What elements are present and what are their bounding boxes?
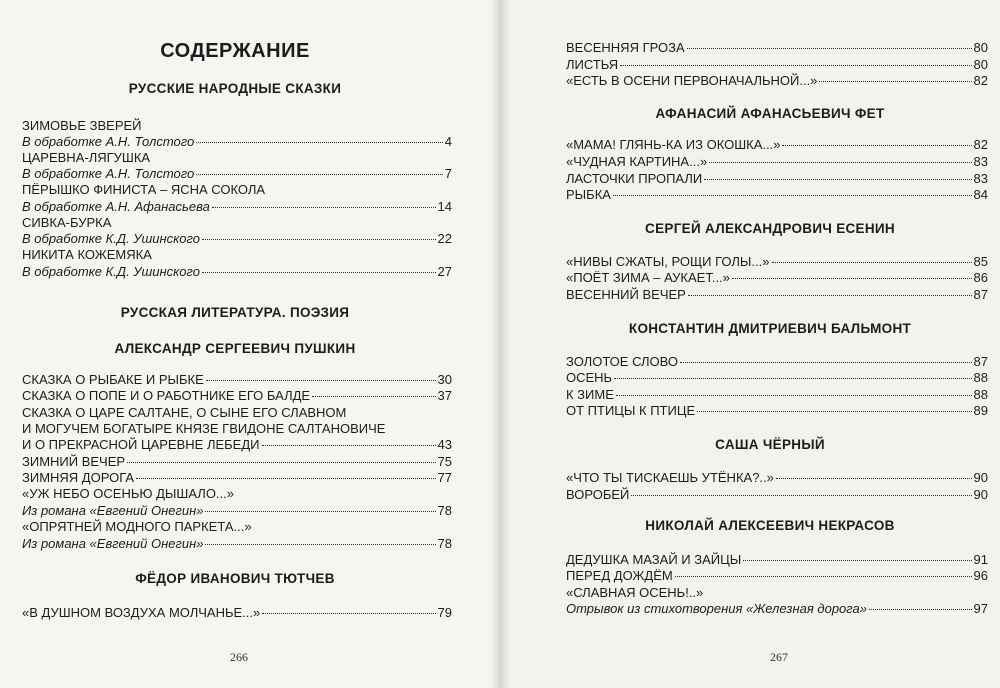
- dot-leader: [743, 560, 971, 561]
- dot-leader: [709, 162, 971, 163]
- dot-leader: [782, 145, 971, 146]
- entry-title: ЛИСТЬЯ: [566, 57, 619, 72]
- toc-entry-sub: [566, 601, 988, 617]
- dot-leader: [631, 495, 971, 496]
- section-heading-poetry: РУССКАЯ ЛИТЕРАТУРА. ПОЭЗИЯ: [120, 305, 350, 320]
- page-ref: 91: [973, 552, 988, 567]
- entry-subtitle: Отрывок из стихотворения «Железная дорога»: [566, 601, 868, 616]
- toc-entry-title: «СЛАВНАЯ ОСЕНЬ!..»: [566, 585, 704, 600]
- toc-entry: [566, 137, 988, 153]
- entry-title-line: СКАЗКА О ЦАРЕ САЛТАНЕ, О СЫНЕ ЕГО СЛАВНОМ: [22, 405, 347, 420]
- dot-leader: [312, 396, 435, 397]
- toc-entry-title: ЗИМОВЬЕ ЗВЕРЕЙ: [22, 118, 142, 133]
- page-title: СОДЕРЖАНИЕ: [160, 40, 310, 62]
- toc-entry: [566, 270, 988, 286]
- page-ref: 78: [437, 536, 452, 551]
- toc-entry-title: ЦАРЕВНА-ЛЯГУШКА: [22, 150, 151, 165]
- toc-entry: [566, 187, 988, 203]
- toc-entry: [566, 154, 988, 170]
- toc-entry: [22, 372, 452, 388]
- page-ref: 87: [973, 287, 988, 302]
- page-ref: 90: [973, 487, 988, 502]
- page-number: 267: [770, 650, 788, 664]
- page-ref: 80: [973, 40, 988, 55]
- page-ref: 82: [973, 73, 988, 88]
- dot-leader: [776, 478, 972, 479]
- entry-title: «ЕСТЬ В ОСЕНИ ПЕРВОНАЧАЛЬНОЙ...»: [566, 73, 818, 88]
- toc-entry: [22, 605, 452, 621]
- dot-leader: [212, 207, 436, 208]
- entry-title-line: И МОГУЧЕМ БОГАТЫРЕ КНЯЗЕ ГВИДОНЕ САЛТАНОВИЧЕ: [22, 421, 386, 436]
- page-ref: 79: [437, 605, 452, 620]
- page-ref: 83: [973, 171, 988, 186]
- toc-entry-title: «ОПРЯТНЕЙ МОДНОГО ПАРКЕТА...»: [22, 519, 252, 534]
- toc-entry: [566, 487, 988, 503]
- entry-title: «МАМА! ГЛЯНЬ-КА ИЗ ОКОШКА...»: [566, 137, 781, 152]
- entry-title: «ЧТО ТЫ ТИСКАЕШЬ УТЁНКА?..»: [566, 470, 774, 485]
- entry-title: ВЕСЕННИЙ ВЕЧЕР: [566, 287, 686, 302]
- page-ref: 22: [437, 231, 452, 246]
- dot-leader: [202, 272, 436, 273]
- toc-entry: [566, 387, 988, 403]
- dot-leader: [196, 174, 443, 175]
- page-ref: 85: [973, 254, 988, 269]
- right-page: [500, 0, 1000, 688]
- entry-title: ВЕСЕННЯЯ ГРОЗА: [566, 40, 685, 55]
- page-ref: 43: [437, 437, 452, 452]
- dot-leader: [688, 295, 972, 296]
- dot-leader: [205, 511, 435, 512]
- dot-leader: [262, 613, 435, 614]
- dot-leader: [205, 544, 435, 545]
- author-heading: САША ЧЁРНЫЙ: [715, 437, 825, 452]
- author-heading: АФАНАСИЙ АФАНАСЬЕВИЧ ФЕТ: [655, 106, 885, 121]
- page-ref: 90: [973, 470, 988, 485]
- entry-title: ЗИМНЯЯ ДОРОГА: [22, 470, 135, 485]
- toc-entry: [566, 470, 988, 486]
- toc-entry: [566, 568, 988, 584]
- page-ref: 30: [437, 372, 452, 387]
- page-ref: 14: [437, 199, 452, 214]
- entry-subtitle: Из романа «Евгений Онегин»: [22, 536, 204, 551]
- entry-title: ЗОЛОТОЕ СЛОВО: [566, 354, 679, 369]
- toc-entry-sub: [22, 264, 452, 280]
- toc-entry: [22, 388, 452, 404]
- page-ref: 96: [973, 568, 988, 583]
- author-heading: СЕРГЕЙ АЛЕКСАНДРОВИЧ ЕСЕНИН: [645, 221, 895, 236]
- toc-entry: [566, 171, 988, 187]
- toc-entry: [22, 454, 452, 470]
- entry-title: «ЧУДНАЯ КАРТИНА...»: [566, 154, 708, 169]
- toc-entry-sub: [22, 536, 452, 552]
- entry-title: ЛАСТОЧКИ ПРОПАЛИ: [566, 171, 703, 186]
- page-ref: 4: [444, 134, 452, 149]
- author-heading: АЛЕКСАНДР СЕРГЕЕВИЧ ПУШКИН: [114, 341, 356, 356]
- entry-title: ЗИМНИЙ ВЕЧЕР: [22, 454, 126, 469]
- toc-entry-sub: [22, 231, 452, 247]
- entry-subtitle: В обработке А.Н. Толстого: [22, 166, 195, 181]
- page-ref: 83: [973, 154, 988, 169]
- toc-entry: [566, 354, 988, 370]
- page-ref: 89: [973, 403, 988, 418]
- entry-title: К ЗИМЕ: [566, 387, 614, 402]
- dot-leader: [687, 48, 972, 49]
- page-ref: 88: [973, 370, 988, 385]
- toc-entry: [566, 403, 988, 419]
- author-heading: КОНСТАНТИН ДМИТРИЕВИЧ БАЛЬМОНТ: [628, 321, 912, 336]
- entry-title: ДЕДУШКА МАЗАЙ И ЗАЙЦЫ: [566, 552, 742, 567]
- toc-entry: [22, 470, 452, 486]
- toc-entry-sub: [22, 166, 452, 182]
- section-heading-folk-tales: РУССКИЕ НАРОДНЫЕ СКАЗКИ: [128, 81, 342, 96]
- toc-entry-title: ПЁРЫШКО ФИНИСТА – ЯСНА СОКОЛА: [22, 182, 266, 197]
- page-ref: 7: [444, 166, 452, 181]
- dot-leader: [680, 362, 972, 363]
- dot-leader: [127, 462, 435, 463]
- dot-leader: [614, 378, 971, 379]
- entry-title: РЫБКА: [566, 187, 611, 202]
- entry-title: ОТ ПТИЦЫ К ПТИЦЕ: [566, 403, 696, 418]
- dot-leader: [819, 81, 971, 82]
- dot-leader: [196, 142, 443, 143]
- page-ref: 37: [437, 388, 452, 403]
- page-ref: 80: [973, 57, 988, 72]
- toc-entry-title: «УЖ НЕБО ОСЕНЬЮ ДЫШАЛО...»: [22, 486, 234, 501]
- entry-title: «ПОЁТ ЗИМА – АУКАЕТ...»: [566, 270, 730, 285]
- page-ref: 78: [437, 503, 452, 518]
- dot-leader: [616, 395, 972, 396]
- dot-leader: [202, 239, 436, 240]
- page-ref: 86: [973, 270, 988, 285]
- page-ref: 75: [437, 454, 452, 469]
- toc-entry: [566, 57, 988, 73]
- dot-leader: [772, 262, 972, 263]
- toc-entry-sub: [22, 199, 452, 215]
- dot-leader: [620, 65, 971, 66]
- entry-title: «В ДУШНОМ ВОЗДУХА МОЛЧАНЬЕ...»: [22, 605, 261, 620]
- toc-entry: [566, 370, 988, 386]
- entry-title: ОСЕНЬ: [566, 370, 613, 385]
- toc-entry: [566, 40, 988, 56]
- entry-subtitle: В обработке А.Н. Толстого: [22, 134, 195, 149]
- toc-entry: [566, 254, 988, 270]
- page-ref: 88: [973, 387, 988, 402]
- page-ref: 77: [437, 470, 452, 485]
- page-ref: 87: [973, 354, 988, 369]
- dot-leader: [697, 411, 971, 412]
- entry-title: «НИВЫ СЖАТЫ, РОЩИ ГОЛЫ...»: [566, 254, 770, 269]
- toc-entry: [22, 437, 452, 453]
- author-heading: НИКОЛАЙ АЛЕКСЕЕВИЧ НЕКРАСОВ: [645, 518, 895, 533]
- author-heading: ФЁДОР ИВАНОВИЧ ТЮТЧЕВ: [135, 571, 335, 586]
- page-ref: 82: [973, 137, 988, 152]
- entry-title: ПЕРЕД ДОЖДЁМ: [566, 568, 673, 583]
- toc-entry-title: НИКИТА КОЖЕМЯКА: [22, 247, 152, 262]
- toc-entry: [566, 287, 988, 303]
- toc-entry: [566, 73, 988, 89]
- dot-leader: [136, 478, 435, 479]
- toc-entry-sub: [22, 503, 452, 519]
- entry-title: СКАЗКА О ПОПЕ И О РАБОТНИКЕ ЕГО БАЛДЕ: [22, 388, 311, 403]
- dot-leader: [206, 380, 436, 381]
- page-ref: 97: [973, 601, 988, 616]
- dot-leader: [262, 445, 436, 446]
- entry-subtitle: В обработке К.Д. Ушинского: [22, 264, 200, 279]
- dot-leader: [675, 576, 972, 577]
- dot-leader: [613, 195, 972, 196]
- entry-subtitle: В обработке А.Н. Афанасьева: [22, 199, 210, 214]
- toc-entry-title: СИВКА-БУРКА: [22, 215, 112, 230]
- page-ref: 84: [973, 187, 988, 202]
- entry-title: ВОРОБЕЙ: [566, 487, 630, 502]
- entry-title: И О ПРЕКРАСНОЙ ЦАРЕВНЕ ЛЕБЕДИ: [22, 437, 260, 452]
- entry-subtitle: Из романа «Евгений Онегин»: [22, 503, 204, 518]
- dot-leader: [732, 278, 972, 279]
- page-ref: 27: [437, 264, 452, 279]
- dot-leader: [704, 179, 971, 180]
- toc-entry: [566, 552, 988, 568]
- page-number: 266: [230, 650, 248, 664]
- toc-entry-sub: [22, 134, 452, 150]
- dot-leader: [869, 609, 972, 610]
- entry-title: СКАЗКА О РЫБАКЕ И РЫБКЕ: [22, 372, 204, 387]
- entry-subtitle: В обработке К.Д. Ушинского: [22, 231, 200, 246]
